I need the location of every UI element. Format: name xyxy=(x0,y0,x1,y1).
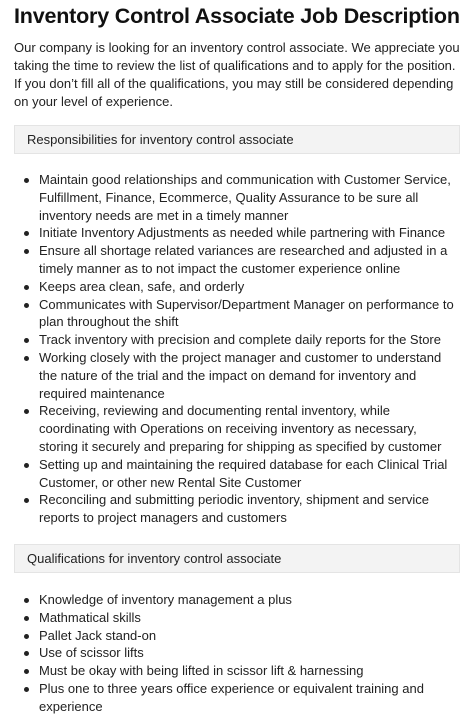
bullet-icon xyxy=(24,338,29,343)
responsibility-item xyxy=(14,242,460,278)
responsibility-item xyxy=(14,296,460,332)
responsibility-item-text: Reconciling and submitting periodic inventory, shipment and service reports to project managers and customers xyxy=(39,492,429,526)
bullet-icon xyxy=(24,409,29,414)
qualification-item-text: Plus one to three years office experience or equivalent training and experience xyxy=(39,680,424,714)
responsibility-item xyxy=(14,278,460,296)
bullet-icon xyxy=(24,616,29,621)
qualification-item-text: Knowledge of inventory management a plus xyxy=(39,591,292,607)
responsibility-item-text: Communicates with Supervisor/Department Manager on performance to plan throughout the shift xyxy=(39,296,454,330)
qualification-item-text: Must be okay with being lifted in scissor lift & harnessing xyxy=(39,663,364,679)
bullet-icon xyxy=(24,634,29,639)
qualification-item xyxy=(14,644,460,662)
responsibility-item xyxy=(14,456,460,492)
responsibility-item xyxy=(14,402,460,455)
bullet-icon xyxy=(24,598,29,603)
responsibility-item xyxy=(14,349,460,402)
responsibility-item-text: Keeps area clean, safe, and orderly xyxy=(39,278,245,294)
qualifications-list xyxy=(14,591,460,716)
responsibility-item xyxy=(14,171,460,224)
responsibility-item-text: Setting up and maintaining the required database for each Clinical Trial Customer, or other new Rental Site Customer xyxy=(39,456,448,490)
qualification-item xyxy=(14,680,460,716)
qualification-item xyxy=(14,662,460,680)
qualifications-heading: Qualifications for inventory control associate xyxy=(27,550,282,566)
page-title: Inventory Control Associate Job Description xyxy=(14,4,460,28)
bullet-icon xyxy=(24,498,29,503)
qualification-item xyxy=(14,609,460,627)
qualification-item-text: Pallet Jack stand-on xyxy=(39,627,157,643)
intro-paragraph: Our company is looking for an inventory control associate. We appreciate you taking the time to review the list of qualifications and to apply for the position. If you don’t fill all of the qualifications, you may still be considered depending on your level of experience. xyxy=(14,40,460,109)
qualification-item xyxy=(14,591,460,609)
responsibility-item xyxy=(14,331,460,349)
responsibility-item-text: Ensure all shortage related variances are researched and adjusted in a timely manner as to not impact the customer experience online xyxy=(39,243,448,276)
responsibility-item xyxy=(14,491,460,527)
qualifications-header xyxy=(14,544,460,573)
bullet-icon xyxy=(24,231,29,236)
responsibility-item-text: Working closely with the project manager and customer to understand the nature of the trial and the impact on demand for inventory and required maintenance xyxy=(39,349,442,401)
responsibility-item-text: Maintain good relationships and communication with Customer Service, Fulfillment, Finance, Ecommerce, Quality Assurance to be sure all inventory needs are met in a timely manner xyxy=(39,172,451,223)
bullet-icon xyxy=(24,285,29,290)
bullet-icon xyxy=(24,687,29,692)
bullet-icon xyxy=(24,463,29,468)
qualification-item-text: Use of scissor lifts xyxy=(39,645,144,661)
qualification-item xyxy=(14,627,460,645)
responsibility-item xyxy=(14,224,460,242)
responsibility-item-text: Track inventory with precision and complete daily reports for the Store xyxy=(39,332,441,348)
responsibility-item-text: Initiate Inventory Adjustments as needed while partnering with Finance xyxy=(39,225,446,241)
qualification-item-text: Mathmatical skills xyxy=(39,609,141,625)
responsibilities-heading: Responsibilities for inventory control associate xyxy=(27,132,294,147)
bullet-icon xyxy=(24,651,29,656)
bullet-icon xyxy=(24,356,29,361)
bullet-icon xyxy=(24,249,29,254)
responsibility-item-text: Receiving, reviewing and documenting rental inventory, while coordinating with Operations on receiving inventory as necessary, storing it securely and preparing for shipping as specified by customer xyxy=(39,403,442,454)
responsibilities-list xyxy=(14,171,460,527)
bullet-icon xyxy=(24,669,29,674)
responsibilities-header xyxy=(14,125,460,154)
bullet-icon xyxy=(24,178,29,183)
bullet-icon xyxy=(24,303,29,308)
